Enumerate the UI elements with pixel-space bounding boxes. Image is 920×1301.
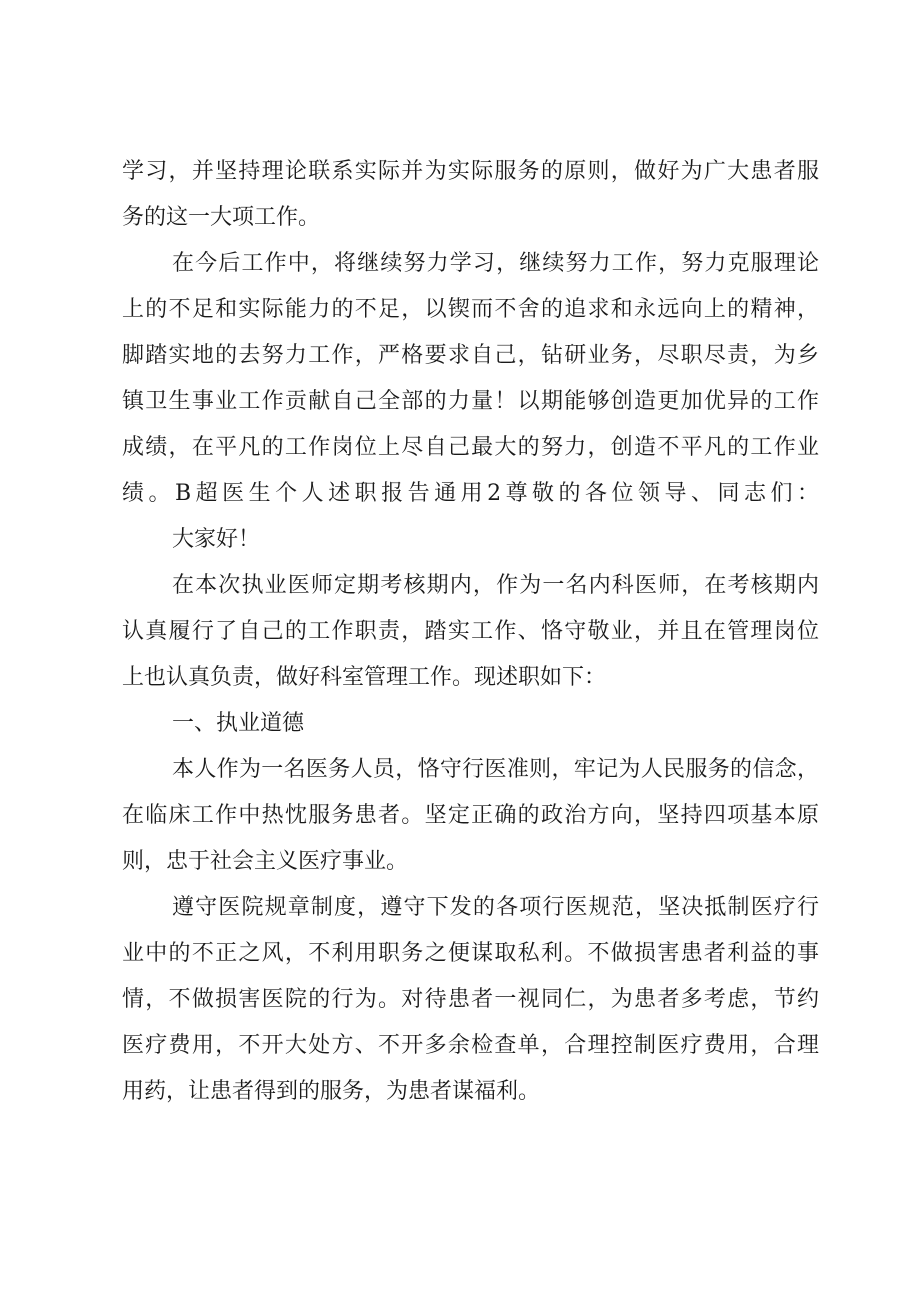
text-line: 医疗费用，不开大处方、不开多余检查单，合理控制医疗费用，合理	[122, 1033, 819, 1058]
text-line: 上也认真负责，做好科室管理工作。现述职如下：	[122, 665, 607, 690]
text-line: 学习，并坚持理论联系实际并为实际服务的原则，做好为广大患者服	[122, 159, 819, 184]
text-line: 成绩，在平凡的工作岗位上尽自己最大的努力，创造不平凡的工作业	[122, 435, 819, 460]
text-line: 用药，让患者得到的服务，为患者谋福利。	[122, 1079, 541, 1104]
paragraph-first-line: 遵守医院规章制度，遵守下发的各项行医规范，坚决抵制医疗行	[172, 895, 819, 920]
paragraph-first-line: 在今后工作中，将继续努力学习，继续努力工作，努力克服理论	[172, 251, 819, 276]
text-line: 则，忠于社会主义医疗事业。	[122, 849, 409, 874]
text-line: 镇卫生事业工作贡献自己全部的力量！以期能够创造更加优异的工作	[122, 389, 819, 414]
greeting: 大家好！	[172, 527, 261, 552]
section-heading: 一、执业道德	[172, 711, 305, 736]
text-line: 脚踏实地的去努力工作，严格要求自己，钻研业务，尽职尽责，为乡	[122, 343, 819, 368]
text-line: 情，不做损害医院的行为。对待患者一视同仁，为患者多考虑，节约	[122, 987, 819, 1012]
text-line: 业中的不正之风，不利用职务之便谋取私利。不做损害患者利益的事	[122, 941, 819, 966]
paragraph-first-line: 本人作为一名医务人员，恪守行医准则，牢记为人民服务的信念，	[172, 757, 819, 782]
text-line: 绩。B超医生个人述职报告通用2尊敬的各位领导、同志们：	[122, 481, 819, 506]
text-line: 上的不足和实际能力的不足，以锲而不舍的追求和永远向上的精神，	[122, 297, 819, 322]
text-line: 务的这一大项工作。	[122, 205, 321, 230]
text-line: 认真履行了自己的工作职责，踏实工作、恪守敬业，并且在管理岗位	[122, 619, 819, 644]
paragraph-first-line: 在本次执业医师定期考核期内，作为一名内科医师，在考核期内	[172, 573, 819, 598]
text-line: 在临床工作中热忱服务患者。坚定正确的政治方向，坚持四项基本原	[122, 803, 819, 828]
